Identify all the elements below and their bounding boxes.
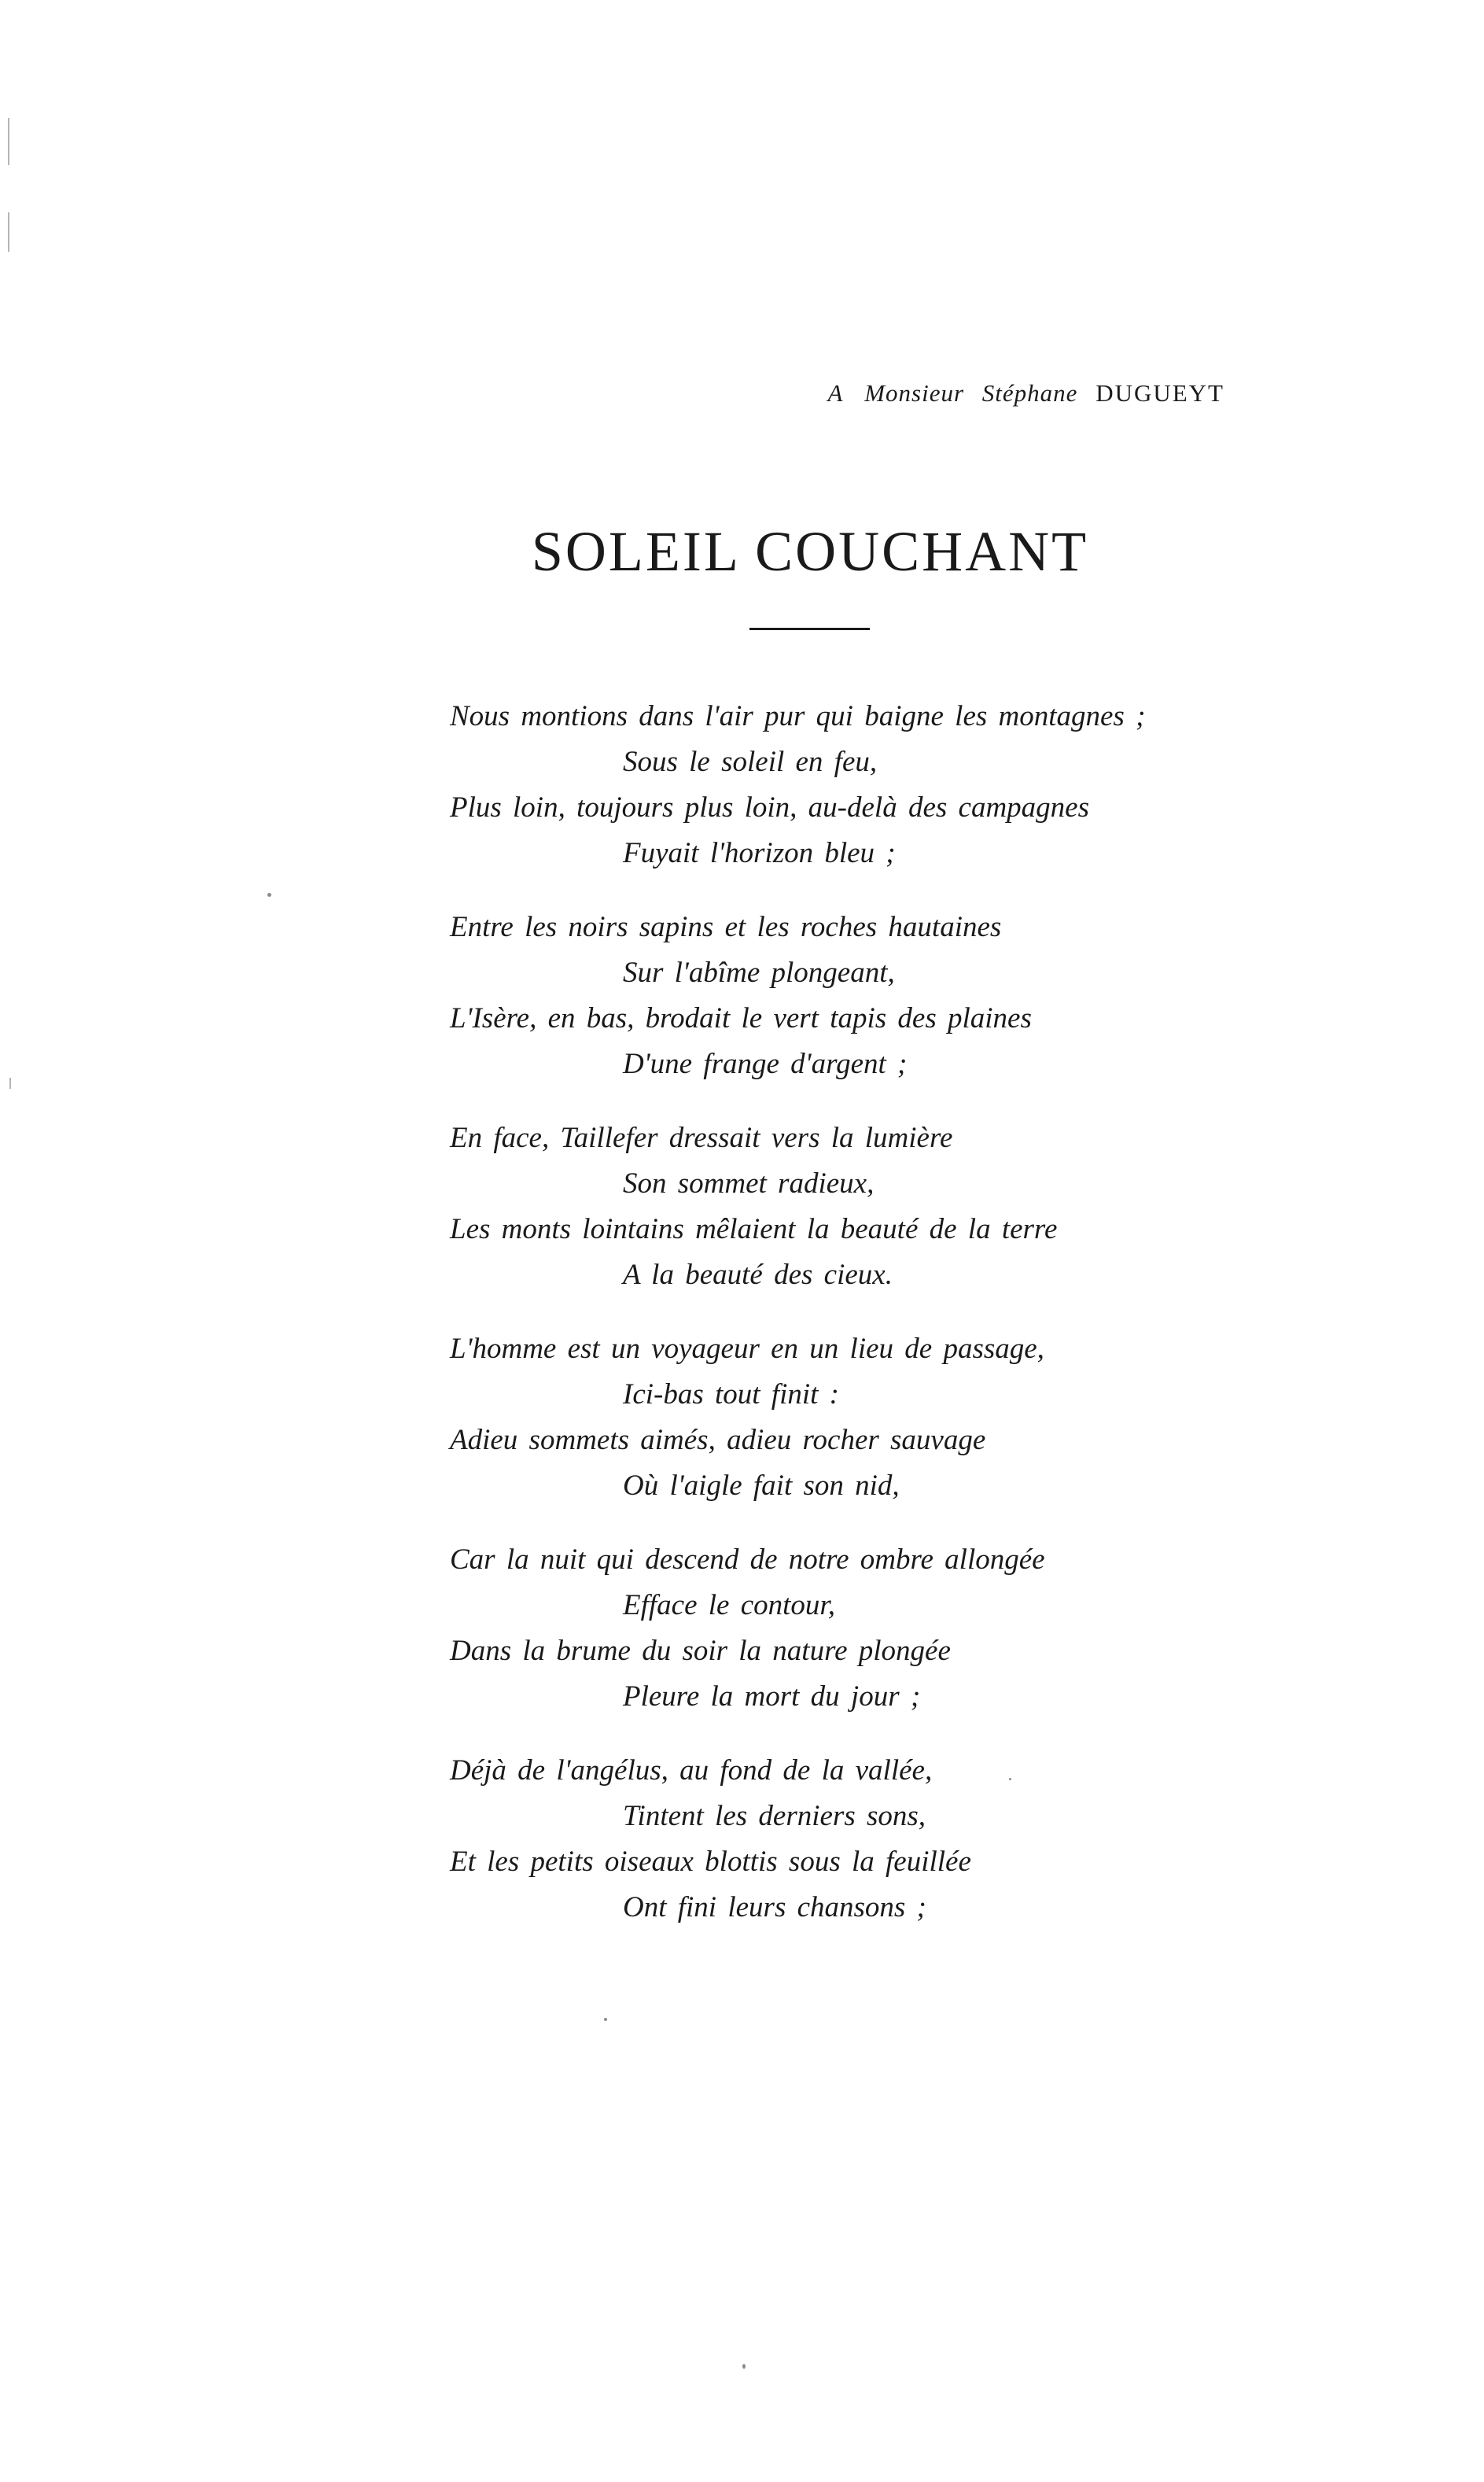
- verse-line: Ont fini leurs chansons ;: [623, 1891, 926, 1923]
- dedication: [828, 379, 1224, 408]
- verse-line: Dans la brume du soir la nature plongée: [450, 1635, 951, 1667]
- verse-line: Car la nuit qui descend de notre ombre allongée: [450, 1543, 1045, 1576]
- verse-line: Déjà de l'angélus, au fond de la vallée,: [450, 1754, 933, 1787]
- verse-line: Sur l'abîme plongeant,: [623, 957, 895, 989]
- poem-title: SOLEIL COUCHANT: [531, 520, 1089, 583]
- verse-line: Ici-bas tout finit :: [623, 1378, 839, 1411]
- verse-line: Fuyait l'horizon bleu ;: [623, 837, 896, 869]
- stanza-3: [450, 1116, 1236, 1298]
- verse-line: Sous le soleil en feu,: [623, 746, 878, 778]
- verse-line: Adieu sommets aimés, adieu rocher sauvage: [450, 1424, 986, 1456]
- verse-line: Tintent les derniers sons,: [623, 1800, 926, 1832]
- poem: [450, 694, 1236, 1959]
- verse-line: L'Isère, en bas, brodait le vert tapis des plaines: [450, 1002, 1032, 1034]
- verse-line: Son sommet radieux,: [623, 1167, 875, 1200]
- dedication-surname: DUGUEYT: [1096, 379, 1224, 407]
- stanza-5: [450, 1537, 1236, 1720]
- scan-edge-mark: [8, 118, 9, 165]
- scan-speck: [742, 2364, 746, 2369]
- verse-line: Efface le contour,: [623, 1589, 835, 1621]
- stanza-4: [450, 1326, 1236, 1509]
- stanza-2: [450, 905, 1236, 1087]
- dedication-title: Monsieur: [864, 379, 965, 407]
- stanza-6: [450, 1748, 1236, 1931]
- verse-line: Pleure la mort du jour ;: [623, 1680, 921, 1713]
- stanza-1: [450, 694, 1236, 876]
- scan-speck: [604, 2018, 607, 2021]
- verse-line: A la beauté des cieux.: [623, 1259, 893, 1291]
- verse-line: Entre les noirs sapins et les roches hautaines: [450, 911, 1002, 943]
- scan-edge-mark: [8, 212, 9, 252]
- verse-line: D'une frange d'argent ;: [623, 1048, 908, 1080]
- verse-line: Nous montions dans l'air pur qui baigne les montagnes ;: [450, 700, 1146, 732]
- verse-line: Et les petits oiseaux blottis sous la feuillée: [450, 1846, 971, 1878]
- scan-speck: [267, 893, 271, 897]
- dedication-first-name: Stéphane: [981, 379, 1078, 407]
- verse-line: L'homme est un voyageur en un lieu de passage,: [450, 1333, 1044, 1365]
- dedication-prefix: A: [827, 379, 844, 407]
- verse-line: Où l'aigle fait son nid,: [623, 1470, 900, 1502]
- title-rule: [749, 628, 870, 630]
- verse-line: En face, Taillefer dressait vers la lumière: [450, 1122, 953, 1154]
- scan-edge-mark: [9, 1078, 11, 1089]
- verse-line: Plus loin, toujours plus loin, au-delà des campagnes: [450, 791, 1089, 824]
- verse-line: Les monts lointains mêlaient la beauté de la terre: [450, 1213, 1058, 1245]
